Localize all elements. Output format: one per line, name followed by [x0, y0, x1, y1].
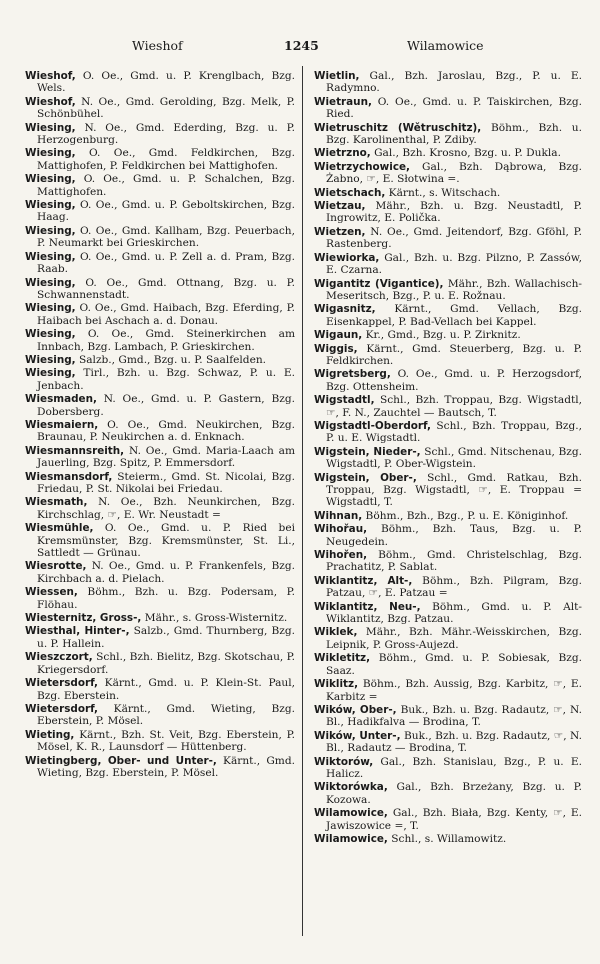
entry-headword: Wigasnitz, — [314, 303, 376, 316]
entry-headword: Wiklitz, — [314, 678, 359, 691]
entry-headword: Wiesing, — [25, 353, 76, 366]
entry-text: Böhm., Gmd. u. P. Alt-Wiklantitz, Bzg. Patzau. — [326, 600, 582, 626]
entry-text: O. Oe., Gmd. Feldkirchen, Bzg. Mattighofen, P. Feldkirchen bei Mattighofen. — [37, 147, 295, 172]
entry-text: O. Oe., Gmd. Neukirchen, Bzg. Braunau, P. Neukirchen a. d. Enknach. — [37, 418, 295, 444]
entry-headword: Wiewiorka, — [314, 251, 380, 264]
column-divider — [302, 66, 303, 936]
page-header — [0, 38, 600, 58]
entry-headword: Wiesmansdorf, — [25, 470, 113, 483]
entry-headword: Wihnan, — [314, 509, 363, 522]
gazetteer-entry — [314, 730, 582, 755]
entry-text: N. Oe., Gmd. Jeitendorf, Bzg. Gföhl, P. Rastenberg. — [326, 225, 582, 251]
gazetteer-entry — [314, 601, 582, 626]
gazetteer-entry — [25, 96, 295, 121]
gazetteer-entry — [314, 704, 582, 729]
entry-headword: Wieshof, — [25, 95, 76, 108]
entry-headword: Wiktorówka, — [314, 781, 388, 794]
entry-text: Schl., Gmd. Nitschenau, Bzg. Wigstadtl, P. Ober-Wigstein. — [326, 445, 583, 471]
entry-text: Mähr., s. Gross-Wisternitz. — [141, 612, 288, 625]
gazetteer-entry — [25, 522, 295, 559]
gazetteer-entry — [25, 703, 295, 728]
entry-headword: Wiklantitz, Neu-, — [314, 600, 421, 613]
gazetteer-entry — [314, 70, 582, 95]
gazetteer-entry — [25, 173, 295, 198]
entry-headword: Wiesing, — [25, 224, 76, 237]
gazetteer-entry — [25, 560, 295, 585]
entry-headword: Wigstein, Ober-, — [314, 471, 417, 484]
entry-headword: Wiklek, — [314, 626, 358, 639]
entry-headword: Wilamowice, — [314, 807, 388, 820]
entry-text: O. Oe., Gmd. Ottnang, Bzg. u. P. Schwannenstadt. — [37, 276, 295, 301]
gazetteer-entry — [314, 278, 582, 303]
gazetteer-entry — [25, 277, 295, 302]
entry-headword: Wiesing, — [25, 250, 76, 263]
entry-headword: Wiklantitz, Alt-, — [314, 574, 413, 587]
entry-headword: Wiesing, — [25, 173, 76, 186]
entry-headword: Wiesing, — [25, 302, 76, 315]
page-number: 1245 — [284, 38, 319, 53]
entry-headword: Wiesrotte, — [25, 560, 87, 573]
entry-text: O. Oe., Gmd. u. P. Ried bei Kremsmünster, Bzg. Kremsmünster, St. Li., Sattledt — Grünau. — [37, 522, 295, 560]
gazetteer-entry — [25, 122, 295, 147]
gazetteer-entry — [314, 472, 582, 509]
gazetteer-entry — [314, 575, 582, 600]
entry-headword: Wietingberg, Ober- und Unter-, — [25, 754, 217, 767]
entry-headword: Wiesthal, Hinter-, — [25, 625, 130, 638]
gazetteer-entry — [25, 328, 295, 353]
entry-text: Kärnt., s. Witschach. — [385, 186, 501, 199]
gazetteer-entry — [25, 419, 295, 444]
entry-headword: Wiesing, — [25, 199, 76, 212]
gazetteer-entry — [314, 200, 582, 225]
gazetteer-entry — [314, 807, 582, 832]
entry-text: O. Oe., Gmd. u. P. Geboltskirchen, Bzg. Haag. — [37, 199, 295, 224]
entry-headword: Wietlin, — [314, 70, 360, 82]
entry-text: O. Oe., Gmd. u. P. Schalchen, Bzg. Mattighofen. — [37, 173, 295, 198]
gazetteer-entry — [314, 420, 582, 445]
gazetteer-entry — [314, 122, 582, 147]
gazetteer-entry — [314, 652, 582, 677]
entry-headword: Wiesmath, — [25, 496, 88, 509]
gazetteer-entry — [25, 612, 295, 624]
gazetteer-entry — [25, 729, 295, 754]
entry-text: O. Oe., Gmd. Haibach, Bzg. Eferding, P. Haibach bei Aschach a. d. Donau. — [37, 302, 295, 327]
gazetteer-entry — [314, 781, 582, 806]
entry-headword: Wiesmaden, — [25, 393, 97, 406]
right-column — [314, 70, 582, 846]
entry-text: N. Oe., Gmd. u. P. Frankenfels, Bzg. Kirchbach a. d. Pielach. — [37, 560, 295, 585]
running-head-right: Wilamowice — [407, 38, 484, 53]
entry-text: Schl., Bzh. Troppau, Bzg., P. u. E. Wigstadtl. — [326, 419, 582, 445]
gazetteer-entry — [314, 226, 582, 251]
entry-text: O. Oe., Gmd. Steinerkirchen am Innbach, Bzg. Lambach, P. Grieskirchen. — [37, 328, 295, 353]
entry-text: Gal., Bzh. Brzeżany, Bzg. u. P. Kozowa. — [326, 781, 582, 806]
entry-headword: Wikletitz, — [314, 652, 371, 665]
gazetteer-entry — [25, 70, 295, 95]
entry-headword: Wietersdorf, — [25, 677, 98, 690]
entry-headword: Wieshof, — [25, 70, 76, 82]
entry-text: Salzb., Gmd., Bzg. u. P. Saalfelden. — [75, 353, 267, 366]
gazetteer-entry — [25, 354, 295, 366]
gazetteer-entry — [25, 199, 295, 224]
entry-headword: Wietzen, — [314, 225, 366, 238]
entry-text: O. Oe., Gmd. u. P. Zell a. d. Pram, Bzg. Raab. — [37, 250, 295, 276]
entry-headword: Wiesing, — [25, 367, 76, 380]
gazetteer-entry — [314, 96, 582, 121]
entry-headword: Wigstadtl-Oberdorf, — [314, 419, 431, 432]
entry-text: Kr., Gmd., Bzg. u. P. Zirknitz. — [362, 329, 521, 342]
gazetteer-entry — [25, 677, 295, 702]
entry-text: Gal., Bzh. Krosno, Bzg. u. P. Dukla. — [370, 147, 561, 160]
entry-headword: Wiesmannsreith, — [25, 444, 125, 457]
gazetteer-entry — [25, 302, 295, 327]
entry-text: Tirl., Bzh. u. Bzg. Schwaz, P. u. E. Jenbach. — [37, 367, 295, 392]
entry-headword: Wietersdorf, — [25, 702, 98, 715]
entry-headword: Wiggis, — [314, 342, 358, 355]
entry-text: N. Oe., Bzh. Neunkirchen, Bzg. Kirchschlag, ☞, E. Wr. Neustadt = — [37, 496, 295, 521]
entry-text: Schl., Gmd. Ratkau, Bzh. Troppau, Bzg. Wigstadtl, ☞, E. Troppau = Wigstadtl, T. — [326, 471, 583, 509]
gazetteer-entry — [314, 756, 582, 781]
entry-headword: Wiesing, — [25, 147, 76, 160]
entry-text: Mähr., Bzh. Mähr.-Weisskirchen, Bzg. Leipnik, P. Gross-Aujezd. — [326, 626, 582, 651]
running-head-left: Wieshof — [132, 38, 183, 53]
entry-text: Mähr., Bzh. u. Bzg. Neustadtl, P. Ingrowitz, E. Polička. — [326, 200, 582, 225]
entry-text: Böhm., Gmd. u. P. Sobiesak, Bzg. Saaz. — [326, 652, 582, 677]
entry-text: Böhm., Bzh. Taus, Bzg. u. P. Neugedein. — [326, 523, 582, 548]
entry-headword: Wietschach, — [314, 186, 386, 199]
entry-text: Steierm., Gmd. St. Nicolai, Bzg. Friedau, P. St. Nikolai bei Friedau. — [37, 470, 295, 495]
entry-text: Böhm., Bzh. u. Bzg. Karolinenthal, P. Zdiby. — [326, 121, 582, 147]
gazetteer-entry — [314, 187, 582, 199]
entry-headword: Wietrzno, — [314, 147, 371, 160]
left-column — [25, 70, 295, 780]
entry-text: Schl., Bzh. Bielitz, Bzg. Skotschau, P. Kriegersdorf. — [37, 651, 295, 676]
entry-text: O. Oe., Gmd. u. P. Herzogsdorf, Bzg. Ottensheim. — [326, 368, 582, 393]
entry-text: Kärnt., Gmd. Steuerberg, Bzg. u. P. Feldkirchen. — [326, 342, 582, 367]
entry-text: Kärnt., Gmd. Wieting, Bzg. Eberstein, P. Mösel. — [37, 754, 295, 779]
gazetteer-entry — [25, 367, 295, 392]
entry-text: Mähr., Bzh. Wallachisch-Meseritsch, Bzg., P. u. E. Rožnau. — [326, 277, 582, 302]
gazetteer-entry — [314, 252, 582, 277]
entry-text: Schl., Bzh. Troppau, Bzg. Wigstadtl, ☞, F. N., Zauchtel — Bautsch, T. — [326, 394, 582, 419]
gazetteer-entry — [314, 161, 582, 186]
entry-headword: Wietzau, — [314, 200, 366, 213]
entry-headword: Wigstein, Nieder-, — [314, 445, 421, 458]
entry-headword: Wiesmaiern, — [25, 418, 99, 431]
gazetteer-entry — [25, 586, 295, 611]
entry-headword: Wigantitz (Vigantice), — [314, 277, 444, 290]
gazetteer-entry — [25, 393, 295, 418]
gazetteer-entry — [314, 833, 582, 845]
entry-text: Böhm., Bzh., Bzg., P. u. E. Königinhof. — [362, 509, 569, 522]
entry-headword: Wiesmühle, — [25, 522, 94, 535]
entry-text: Kärnt., Gmd. u. P. Klein-St. Paul, Bzg. Eberstein. — [37, 677, 295, 702]
gazetteer-entry — [314, 626, 582, 651]
gazetteer-entry — [314, 678, 582, 703]
entry-text: N. Oe., Gmd. Ederding, Bzg. u. P. Herzogenburg. — [37, 121, 295, 147]
entry-text: Gal., Bzh. Dąbrowa, Bzg. Żabno, ☞, E. Słotwina =. — [326, 160, 582, 186]
gazetteer-entry — [314, 549, 582, 574]
gazetteer-entry — [314, 523, 582, 548]
entry-headword: Wiesing, — [25, 276, 76, 289]
entry-headword: Wietruschitz (Wětruschitz), — [314, 121, 482, 134]
entry-text: Schl., s. Willamowitz. — [387, 832, 507, 845]
entry-text: Gal., Bzh. Stanislau, Bzg., P. u. E. Halicz. — [326, 755, 582, 780]
entry-text: N. Oe., Gmd. Gerolding, Bzg. Melk, P. Schönbühel. — [37, 95, 295, 121]
gazetteer-entry — [25, 651, 295, 676]
entry-headword: Wigstadtl, — [314, 394, 375, 407]
entry-headword: Wieting, — [25, 728, 75, 741]
gazetteer-entry — [25, 755, 295, 780]
entry-headword: Wiesing, — [25, 121, 76, 134]
entry-headword: Wiesternitz, Gross-, — [25, 612, 142, 625]
entry-headword: Wietrzychowice, — [314, 160, 410, 173]
gazetteer-entry — [314, 147, 582, 159]
entry-text: O. Oe., Gmd. u. P. Krenglbach, Bzg. Wels. — [37, 70, 295, 95]
entry-text: Kärnt., Bzh. St. Veit, Bzg. Eberstein, P. Mösel, K. R., Launsdorf — Hüttenberg. — [37, 728, 295, 754]
entry-text: Buk., Bzh. u. Bzg. Radautz, ☞, N. Bl., Radautz — Brodina, T. — [326, 729, 582, 755]
entry-text: Salzb., Gmd. Thurnberg, Bzg. u. P. Hallein. — [37, 625, 295, 650]
entry-headword: Wieszczort, — [25, 651, 93, 664]
gazetteer-entry — [25, 496, 295, 521]
entry-headword: Wików, Unter-, — [314, 729, 401, 742]
gazetteer-entry — [25, 445, 295, 470]
entry-headword: Wihořen, — [314, 549, 368, 562]
gazetteer-entry — [314, 394, 582, 419]
gazetteer-entry — [314, 329, 582, 341]
entry-headword: Wiessen, — [25, 586, 78, 599]
entry-text: N. Oe., Gmd. u. P. Gastern, Bzg. Dobersberg. — [37, 393, 295, 418]
entry-text: Kärnt., Gmd. Vellach, Bzg. Eisenkappel, P. Bad-Vellach bei Kappel. — [326, 303, 582, 328]
gazetteer-entry — [314, 368, 582, 393]
entry-headword: Wihořau, — [314, 523, 368, 536]
entry-text: Kärnt., Gmd. Wieting, Bzg. Eberstein, P. Mösel. — [37, 702, 295, 728]
gazetteer-entry — [25, 625, 295, 650]
entry-text: N. Oe., Gmd. Maria-Laach am Jauerling, Bzg. Spitz, P. Emmersdorf. — [37, 444, 295, 470]
entry-headword: Wilamowice, — [314, 832, 388, 845]
gazetteer-entry — [25, 471, 295, 496]
gazetteer-entry — [25, 251, 295, 276]
gazetteer-entry — [25, 147, 295, 172]
entry-text: O. Oe., Gmd. Kallham, Bzg. Peuerbach, P. Neumarkt bei Grieskirchen. — [37, 224, 295, 250]
gazetteer-entry — [314, 343, 582, 368]
entry-headword: Wiktorów, — [314, 755, 374, 768]
entry-headword: Wiesing, — [25, 328, 76, 341]
entry-text: Buk., Bzh. u. Bzg. Radautz, ☞, N. Bl., Hadikfalva — Brodina, T. — [326, 703, 582, 729]
entry-text: Gal., Bzh. u. Bzg. Pilzno, P. Zassów, E. Czarna. — [326, 251, 582, 277]
entry-text: Gal., Bzh. Jaroslau, Bzg., P. u. E. Radymno. — [326, 70, 582, 95]
entry-text: Böhm., Bzh. Aussig, Bzg. Karbitz, ☞, E. Karbitz = — [326, 678, 582, 703]
gazetteer-entry — [314, 303, 582, 328]
entry-headword: Wików, Ober-, — [314, 703, 397, 716]
gazetteer-entry — [314, 510, 582, 522]
gazetteer-entry — [25, 225, 295, 250]
entry-text: Böhm., Bzh. u. Bzg. Podersam, P. Flöhau. — [37, 586, 295, 611]
entry-text: Böhm., Bzh. Pilgram, Bzg. Patzau, ☞, E. Patzau = — [326, 574, 583, 600]
entry-text: O. Oe., Gmd. u. P. Taiskirchen, Bzg. Ried. — [326, 95, 582, 121]
gazetteer-entry — [314, 446, 582, 471]
entry-headword: Wigaun, — [314, 329, 363, 342]
entry-headword: Wietraun, — [314, 95, 372, 108]
entry-text: Gal., Bzh. Biała, Bzg. Kenty, ☞, E. Jawiszowice =, T. — [326, 807, 582, 832]
entry-text: Böhm., Gmd. Christelschlag, Bzg. Prachatitz, P. Sablat. — [326, 549, 582, 574]
entry-headword: Wigretsberg, — [314, 368, 391, 381]
